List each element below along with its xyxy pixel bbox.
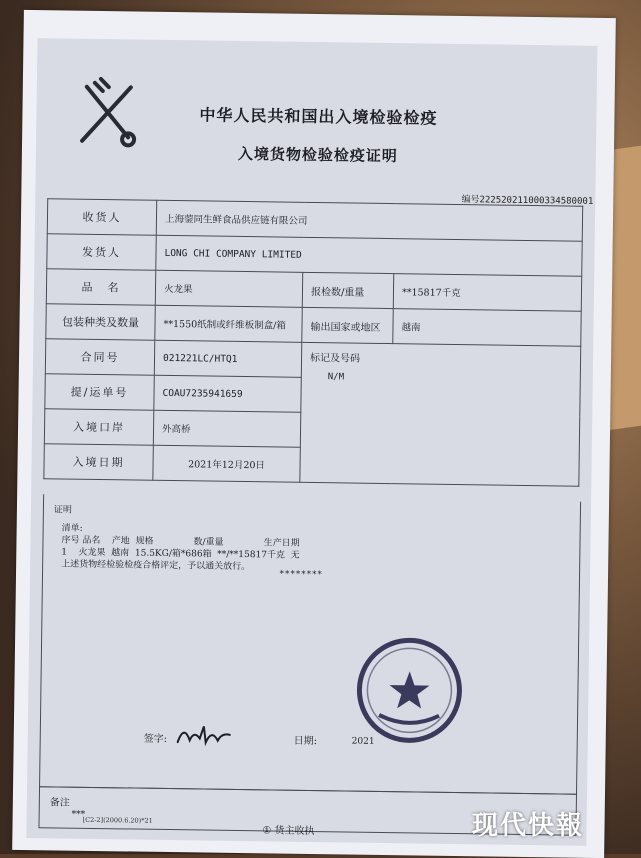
product-value: 火龙果: [155, 270, 302, 307]
certificate-heading: 证明: [53, 505, 72, 516]
packing-value: **1550纸制或纤维板制盒/箱: [155, 305, 302, 342]
official-seal-icon: [351, 635, 466, 747]
consignor-value: LONG CHI COMPANY LIMITED: [156, 235, 582, 276]
entry-port-value: 外高桥: [153, 410, 300, 447]
quantity-label: 报检数/重量: [302, 272, 393, 308]
certificate-form-table: [43, 198, 583, 486]
marks-cell: [300, 342, 581, 486]
form-code: [C2-2](2000.6.20)*21: [82, 815, 153, 825]
entry-port-label: 入境口岸: [44, 409, 153, 446]
packing-label: 包装种类及数量: [46, 304, 155, 341]
entry-date-label: 入境日期: [44, 444, 153, 481]
document-title: 中华人民共和国出入境检验检疫: [199, 105, 438, 128]
contract-value: 021221LC/HTQ1: [154, 340, 301, 377]
remarks-label: 备注: [49, 797, 70, 809]
bill-of-lading-label: 提/运单号: [45, 374, 154, 411]
contract-label: 合同号: [45, 339, 154, 376]
document-subtitle: 入境货物检验检疫证明: [237, 144, 399, 166]
bill-of-lading-value: COAU7235941659: [154, 375, 301, 412]
date-label: 日期:: [293, 735, 318, 748]
list-heading: 清单:: [61, 523, 83, 534]
list-columns: 序号 品名 产地 规格 数/重量 生产日期: [61, 535, 300, 549]
handwritten-signature-icon: [174, 720, 234, 749]
entry-date-value: 2021年12月20日: [153, 445, 300, 482]
copy-designation: ① 货主收执: [262, 825, 315, 838]
list-row: 1 火龙果 越南 15.5KG/箱*686箱 **/**15817千克 无: [61, 547, 300, 561]
consignee-value: 上海蓥同生鲜食品供应链有限公司: [156, 200, 582, 241]
news-watermark: 现代快報: [472, 811, 585, 841]
consignor-label: 发货人: [47, 234, 156, 271]
clearance-statement: 上述货物经检验检疫合格评定，予以通关放行。: [61, 559, 251, 573]
product-label: 品 名: [46, 269, 155, 306]
remarks-value: ***: [71, 809, 86, 820]
marks-label: 标记及号码: [309, 352, 361, 365]
signature-label: 签字:: [143, 733, 168, 745]
end-marker: ********: [278, 569, 323, 581]
certificate-sheet: [12, 10, 616, 858]
certificate-number: 编号222520211000334580001: [461, 195, 594, 207]
certification-section: [39, 494, 581, 794]
quantity-value: **15817千克: [393, 274, 581, 312]
consignee-label: 收货人: [47, 199, 156, 236]
origin-value: 越南: [393, 309, 581, 347]
origin-label: 输出国家或地区: [302, 307, 393, 343]
marks-value: N/M: [327, 372, 345, 383]
date-value: 2021: [351, 736, 375, 747]
